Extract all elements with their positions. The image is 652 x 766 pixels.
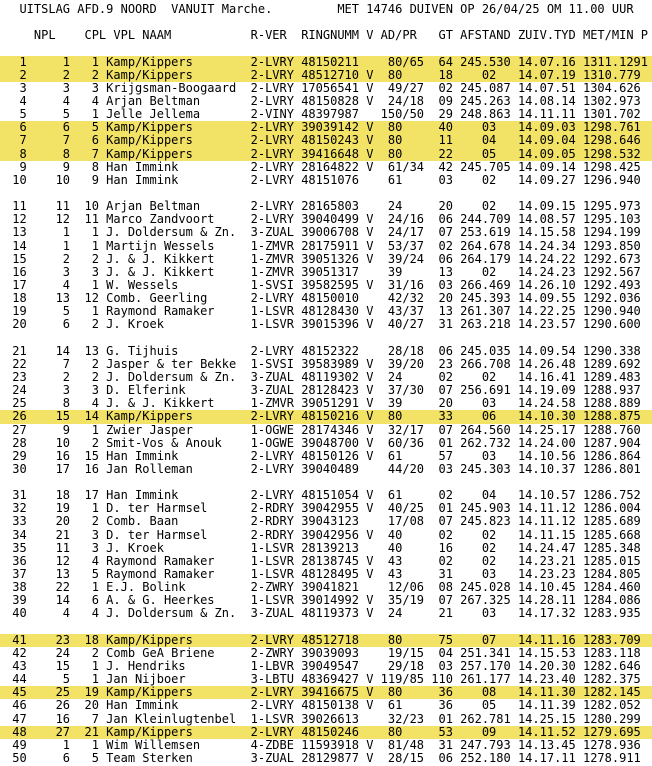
result-row: 2 2 2 Kamp/Kippers 2-LVRY 48512710 V 80 18 02 14.07.19 1310.779 bbox=[0, 69, 652, 82]
result-row: 50 6 5 Team Sterken 3-ZUAL 28129877 V 28/15 06 252.180 14.17.11 1278.911 bbox=[5, 752, 641, 766]
result-row: 7 7 6 Kamp/Kippers 2-LVRY 48150243 V 80 11 04 14.09.04 1298.646 bbox=[0, 134, 652, 147]
blank-line bbox=[0, 16, 652, 29]
column-headers: NPL CPL VPL NAAM R-VER RINGNUMM V AD/PR GT AFSTAND ZUIV.TYD MET/MIN P bbox=[5, 29, 648, 43]
result-row: 9 9 8 Han Immink 2-LVRY 28164822 V 61/34 42 245.705 14.09.14 1298.425 bbox=[5, 160, 641, 174]
blank-line bbox=[0, 621, 652, 634]
result-row: 36 12 4 Raymond Ramaker 1-LSVR 28138745 V 43 02 02 14.23.21 1285.015 bbox=[5, 554, 641, 568]
result-row: 35 11 3 J. Kroek 1-LSVR 28139213 40 16 02 14.24.47 1285.348 bbox=[5, 541, 641, 555]
result-row: 46 26 20 Han Immink 2-LVRY 48150138 V 61 36 05 14.11.39 1282.052 bbox=[5, 699, 641, 713]
result-row: 33 20 2 Comb. Baan 2-RDRY 39043123 17/08 07 245.823 14.11.12 1285.689 bbox=[5, 515, 641, 529]
result-row: 47 16 7 Jan Kleinlugtenbel 1-LSVR 39026613 32/23 01 262.781 14.25.15 1280.299 bbox=[5, 712, 641, 726]
result-row: 18 13 12 Comb. Geerling 2-LVRY 48150010 42/32 20 245.393 14.09.55 1292.036 bbox=[5, 292, 641, 306]
result-row: 13 1 1 J. Doldersum & Zn. 3-ZUAL 39006708 V 24/17 07 253.619 14.15.58 1294.199 bbox=[5, 226, 641, 240]
result-row: 48 27 21 Kamp/Kippers 2-LVRY 48150246 80 53 09 14.11.52 1279.695 bbox=[0, 726, 652, 739]
result-row: 23 2 2 J. Doldersum & Zn. 3-ZUAL 48119302 V 24 02 02 14.16.41 1289.483 bbox=[5, 370, 641, 384]
result-row: 30 17 16 Jan Rolleman 2-LVRY 39040489 44/20 03 245.303 14.10.37 1286.801 bbox=[5, 462, 641, 476]
result-row: 40 4 4 J. Doldersum & Zn. 3-ZUAL 48119373 V 24 21 03 14.17.32 1283.935 bbox=[5, 607, 641, 621]
result-row: 25 8 4 J. & J. Kikkert 1-ZMVR 39051291 V 39 20 03 14.24.58 1288.889 bbox=[5, 397, 641, 411]
result-row: 19 5 1 Raymond Ramaker 1-LSVR 48128430 V 43/37 13 261.307 14.22.25 1290.940 bbox=[5, 305, 641, 319]
result-row: 11 11 10 Arjan Beltman 2-LVRY 28165803 24 20 02 14.09.15 1295.973 bbox=[5, 200, 641, 214]
result-row: 21 14 13 G. Tijhuis 2-LVRY 48152322 28/18 06 245.035 14.09.54 1290.338 bbox=[5, 344, 641, 358]
result-row: 4 4 4 Arjan Beltman 2-LVRY 48150828 V 24/18 09 245.263 14.08.14 1302.973 bbox=[5, 94, 641, 108]
rows-container bbox=[0, 56, 652, 766]
report-title: UITSLAG AFD.9 NOORD VANUIT Marche. MET 14746 DUIVEN OP 26/04/25 OM 11.00 UUR bbox=[5, 3, 634, 16]
result-row: 10 10 9 Han Immink 2-LVRY 48151076 61 03 02 14.09.27 1296.940 bbox=[5, 173, 641, 187]
result-row: 3 3 3 Krijgsman-Boogaard 2-LVRY 17056541 V 49/27 02 245.087 14.07.51 1304.626 bbox=[5, 81, 641, 95]
result-row: 42 24 2 Comb GeA Briene 2-ZWRY 39039093 19/15 04 251.341 14.15.53 1283.118 bbox=[5, 646, 641, 660]
result-row: 16 3 3 J. & J. Kikkert 1-ZMVR 39051317 39 13 02 14.24.23 1292.567 bbox=[5, 265, 641, 279]
result-row: 8 8 7 Kamp/Kippers 2-LVRY 39416648 V 80 22 05 14.09.05 1298.532 bbox=[0, 148, 652, 161]
result-row: 43 15 1 J. Hendriks 1-LBVR 39049547 29/18 03 257.170 14.20.30 1282.646 bbox=[5, 660, 641, 674]
result-row: 44 5 1 Jan Nijboer 3-LBTU 48369427 V 119/85 110 261.177 14.23.40 1282.375 bbox=[5, 673, 641, 687]
result-row: 26 15 14 Kamp/Kippers 2-LVRY 48150216 V 80 33 06 14.10.30 1288.875 bbox=[0, 410, 652, 423]
result-row: 38 22 1 E.J. Bolink 2-ZWRY 39041821 12/06 08 245.028 14.10.45 1284.460 bbox=[5, 581, 641, 595]
blank-line bbox=[0, 187, 652, 200]
result-row: 39 14 6 A. & G. Heerkes 1-LSVR 39014992 V 35/19 07 267.325 14.28.11 1284.086 bbox=[5, 594, 641, 608]
result-row: 29 16 15 Han Immink 2-LVRY 48150126 V 61 57 03 14.10.56 1286.864 bbox=[5, 449, 641, 463]
blank-line bbox=[0, 42, 652, 55]
result-row: 24 3 3 D. Elferink 3-ZUAL 28128423 V 37/30 07 256.691 14.19.09 1288.937 bbox=[5, 384, 641, 398]
result-row: 32 19 1 D. ter Harmsel 2-RDRY 39042955 V 40/25 01 245.903 14.11.12 1286.004 bbox=[5, 502, 641, 516]
result-row: 31 18 17 Han Immink 2-LVRY 48151054 V 61 02 04 14.10.57 1286.752 bbox=[5, 489, 641, 503]
result-row: 6 6 5 Kamp/Kippers 2-LVRY 39039142 V 80 40 03 14.09.03 1298.761 bbox=[0, 121, 652, 134]
result-row: 27 9 1 Zwier Jasper 1-OGWE 28174346 V 32/17 07 264.560 14.25.17 1288.760 bbox=[5, 423, 641, 437]
result-row: 17 4 1 W. Wessels 1-SVSI 39582595 V 31/16 03 266.469 14.26.10 1292.493 bbox=[5, 278, 641, 292]
result-row: 41 23 18 Kamp/Kippers 2-LVRY 48512718 80 75 07 14.11.16 1283.709 bbox=[0, 634, 652, 647]
result-row: 45 25 19 Kamp/Kippers 2-LVRY 39416675 V 80 36 08 14.11.30 1282.145 bbox=[0, 686, 652, 699]
result-row: 37 13 5 Raymond Ramaker 1-LSVR 48128495 V 43 31 03 14.23.23 1284.805 bbox=[5, 568, 641, 582]
blank-line bbox=[0, 476, 652, 489]
result-row: 5 5 1 Jelle Jellema 2-VINY 48397987 150/50 29 248.863 14.11.11 1301.702 bbox=[5, 108, 641, 122]
result-row: 14 1 1 Martijn Wessels 1-ZMVR 28175911 V 53/37 02 264.678 14.24.34 1293.850 bbox=[5, 239, 641, 253]
result-row: 12 12 11 Marco Zandvoort 2-LVRY 39040499 V 24/16 06 244.709 14.08.57 1295.103 bbox=[5, 213, 641, 227]
result-row: 49 1 1 Wim Willemsen 4-ZDBE 11593918 V 81/48 31 247.793 14.13.45 1278.936 bbox=[5, 738, 641, 752]
result-row: 34 21 3 D. ter Harmsel 2-RDRY 39042956 V 40 02 02 14.11.15 1285.668 bbox=[5, 528, 641, 542]
result-row: 1 1 1 Kamp/Kippers 2-LVRY 48150211 80/65 64 245.530 14.07.16 1311.1291 bbox=[0, 56, 652, 69]
result-row: 20 6 2 J. Kroek 1-LSVR 39015396 V 40/27 31 263.218 14.23.57 1290.600 bbox=[5, 318, 641, 332]
result-row: 28 10 2 Smit-Vos & Anouk 1-OGWE 39048700 V 60/36 01 262.732 14.24.00 1287.904 bbox=[5, 436, 641, 450]
result-row: 15 2 2 J. & J. Kikkert 1-ZMVR 39051326 V 39/24 06 264.179 14.24.22 1292.673 bbox=[5, 252, 641, 266]
blank-line bbox=[0, 332, 652, 345]
result-row: 22 7 2 Jasper & ter Bekke 1-SVSI 39583989 V 39/20 23 266.708 14.26.48 1289.692 bbox=[5, 357, 641, 371]
